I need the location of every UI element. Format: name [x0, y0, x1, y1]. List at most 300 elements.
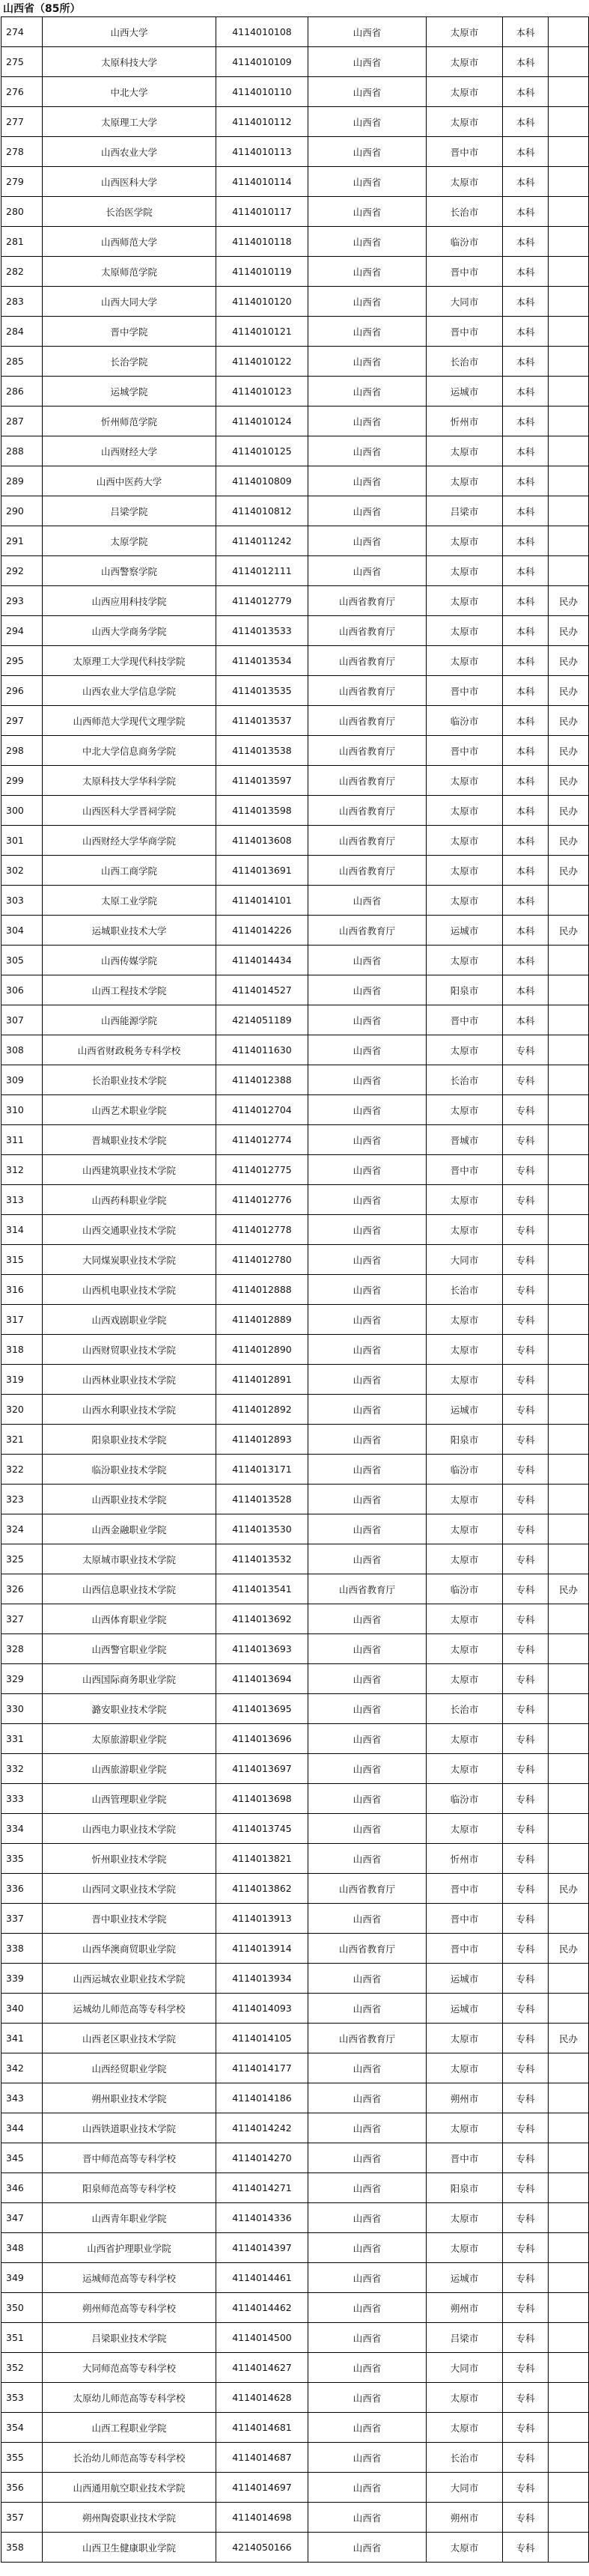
cell-authority: 山西省 [308, 1485, 427, 1514]
cell-school-name: 山西药科职业学院 [43, 1185, 216, 1215]
cell-school-name: 山西林业职业技术学院 [43, 1365, 216, 1395]
cell-city: 长治市 [427, 197, 503, 227]
cell-school-code: 4114010113 [216, 137, 308, 167]
cell-school-name: 山西国际商务职业学院 [43, 1664, 216, 1694]
cell-index: 332 [1, 1754, 43, 1784]
cell-school-name: 临汾职业技术学院 [43, 1455, 216, 1485]
cell-remark: 民办 [549, 586, 589, 616]
table-row [1, 1934, 589, 1964]
cell-city: 晋中市 [427, 1155, 503, 1185]
cell-city: 晋中市 [427, 1874, 503, 1904]
cell-school-name: 山西工程技术学院 [43, 975, 216, 1005]
cell-index: 284 [1, 317, 43, 347]
cell-remark [549, 1125, 589, 1155]
cell-level: 专科 [503, 2143, 549, 2173]
cell-school-name: 山西警官职业学院 [43, 1634, 216, 1664]
table-row [1, 886, 589, 916]
table-row [1, 257, 589, 287]
cell-city: 太原市 [427, 796, 503, 826]
cell-school-name: 晋中职业技术学院 [43, 1904, 216, 1934]
cell-school-name: 运城幼儿师范高等专科学校 [43, 1994, 216, 2024]
cell-remark: 民办 [549, 676, 589, 706]
cell-school-code: 4114014434 [216, 946, 308, 975]
table-row [1, 1994, 589, 2024]
cell-index: 299 [1, 766, 43, 796]
cell-index: 297 [1, 706, 43, 736]
cell-school-name: 山西旅游职业学院 [43, 1754, 216, 1784]
table-row [1, 916, 589, 946]
cell-school-code: 4214051189 [216, 1005, 308, 1035]
cell-level: 专科 [503, 2473, 549, 2503]
cell-level: 专科 [503, 2383, 549, 2413]
cell-remark [549, 2173, 589, 2203]
table-row [1, 676, 589, 706]
table-row [1, 1455, 589, 1485]
cell-level: 专科 [503, 2323, 549, 2353]
cell-authority: 山西省 [308, 2143, 427, 2173]
cell-authority: 山西省教育厅 [308, 856, 427, 886]
cell-level: 专科 [503, 1095, 549, 1125]
table-row [1, 436, 589, 466]
cell-city: 朔州市 [427, 2083, 503, 2113]
cell-authority: 山西省 [308, 1035, 427, 1065]
cell-school-name: 山西管理职业学院 [43, 1784, 216, 1814]
cell-authority: 山西省 [308, 2293, 427, 2323]
cell-school-code: 4114010123 [216, 377, 308, 407]
cell-city: 太原市 [427, 1335, 503, 1365]
cell-level: 本科 [503, 137, 549, 167]
cell-school-code: 4114014271 [216, 2173, 308, 2203]
cell-school-code: 4114013691 [216, 856, 308, 886]
table-row [1, 2413, 589, 2443]
cell-remark: 民办 [549, 1874, 589, 1904]
cell-city: 运城市 [427, 1964, 503, 1994]
table-row [1, 2323, 589, 2353]
cell-index: 347 [1, 2203, 43, 2233]
cell-index: 304 [1, 916, 43, 946]
cell-school-name: 山西中医药大学 [43, 466, 216, 496]
cell-city: 太原市 [427, 1634, 503, 1664]
cell-city: 长治市 [427, 1694, 503, 1724]
cell-school-code: 4114014628 [216, 2383, 308, 2413]
cell-city: 阳泉市 [427, 2173, 503, 2203]
cell-remark [549, 1844, 589, 1874]
cell-school-name: 长治幼儿师范高等专科学校 [43, 2443, 216, 2473]
cell-remark [549, 436, 589, 466]
cell-city: 太原市 [427, 2413, 503, 2443]
cell-index: 336 [1, 1874, 43, 1904]
cell-index: 357 [1, 2503, 43, 2533]
cell-city: 太原市 [427, 1485, 503, 1514]
cell-school-name: 山西运城农业职业技术学院 [43, 1964, 216, 1994]
cell-index: 350 [1, 2293, 43, 2323]
table-row [1, 2083, 589, 2113]
cell-level: 专科 [503, 1245, 549, 1275]
cell-authority: 山西省教育厅 [308, 766, 427, 796]
cell-remark [549, 2263, 589, 2293]
cell-school-name: 山西水利职业技术学院 [43, 1395, 216, 1425]
cell-remark [549, 1754, 589, 1784]
cell-city: 太原市 [427, 2533, 503, 2563]
cell-authority: 山西省 [308, 2113, 427, 2143]
table-row [1, 1305, 589, 1335]
cell-remark [549, 107, 589, 137]
cell-authority: 山西省 [308, 2353, 427, 2383]
cell-remark: 民办 [549, 796, 589, 826]
cell-authority: 山西省教育厅 [308, 796, 427, 826]
cell-authority: 山西省 [308, 1155, 427, 1185]
cell-authority: 山西省 [308, 1994, 427, 2024]
cell-school-name: 太原城市职业技术学院 [43, 1544, 216, 1574]
cell-remark [549, 975, 589, 1005]
cell-remark [549, 1365, 589, 1395]
cell-level: 本科 [503, 347, 549, 377]
cell-remark [549, 407, 589, 436]
cell-level: 专科 [503, 1485, 549, 1514]
cell-remark [549, 17, 589, 47]
table-row [1, 1514, 589, 1544]
cell-authority: 山西省 [308, 975, 427, 1005]
table-row [1, 1574, 589, 1604]
cell-index: 358 [1, 2533, 43, 2563]
cell-index: 296 [1, 676, 43, 706]
cell-school-code: 4114010120 [216, 287, 308, 317]
cell-school-name: 山西通用航空职业技术学院 [43, 2473, 216, 2503]
cell-school-code: 4114014397 [216, 2233, 308, 2263]
cell-index: 333 [1, 1784, 43, 1814]
table-row [1, 766, 589, 796]
cell-city: 运城市 [427, 377, 503, 407]
cell-school-code: 4114013821 [216, 1844, 308, 1874]
cell-level: 专科 [503, 2053, 549, 2083]
cell-city: 太原市 [427, 466, 503, 496]
cell-school-code: 4114014177 [216, 2053, 308, 2083]
cell-city: 长治市 [427, 1275, 503, 1305]
cell-index: 321 [1, 1425, 43, 1455]
cell-level: 本科 [503, 796, 549, 826]
cell-school-name: 山西财经大学 [43, 436, 216, 466]
cell-remark [549, 1514, 589, 1544]
cell-school-name: 吕梁职业技术学院 [43, 2323, 216, 2353]
table-row [1, 1035, 589, 1065]
cell-school-code: 4214050166 [216, 2533, 308, 2563]
cell-index: 311 [1, 1125, 43, 1155]
cell-school-code: 4114011242 [216, 526, 308, 556]
cell-school-code: 4114012779 [216, 586, 308, 616]
cell-level: 专科 [503, 1065, 549, 1095]
table-row [1, 2293, 589, 2323]
cell-remark: 民办 [549, 616, 589, 646]
cell-remark [549, 1964, 589, 1994]
cell-school-code: 4114013696 [216, 1724, 308, 1754]
cell-school-name: 山西工商学院 [43, 856, 216, 886]
cell-authority: 山西省 [308, 1275, 427, 1305]
cell-city: 太原市 [427, 556, 503, 586]
cell-index: 275 [1, 47, 43, 77]
cell-authority: 山西省 [308, 17, 427, 47]
cell-school-name: 晋城职业技术学院 [43, 1125, 216, 1155]
cell-city: 运城市 [427, 916, 503, 946]
cell-level: 专科 [503, 1994, 549, 2024]
table-row [1, 975, 589, 1005]
cell-index: 323 [1, 1485, 43, 1514]
cell-remark [549, 1455, 589, 1485]
cell-index: 302 [1, 856, 43, 886]
cell-city: 太原市 [427, 1724, 503, 1754]
cell-level: 本科 [503, 826, 549, 856]
cell-city: 太原市 [427, 1604, 503, 1634]
cell-remark: 民办 [549, 766, 589, 796]
cell-school-code: 4114012888 [216, 1275, 308, 1305]
cell-authority: 山西省 [308, 77, 427, 107]
table-row [1, 1604, 589, 1634]
cell-school-code: 4114010114 [216, 167, 308, 197]
cell-authority: 山西省 [308, 1125, 427, 1155]
cell-school-code: 4114014105 [216, 2024, 308, 2053]
cell-school-name: 山西警察学院 [43, 556, 216, 586]
cell-remark [549, 2383, 589, 2413]
cell-school-name: 山西机电职业技术学院 [43, 1275, 216, 1305]
table-row [1, 1904, 589, 1934]
cell-school-code: 4114010124 [216, 407, 308, 436]
cell-authority: 山西省 [308, 137, 427, 167]
cell-city: 长治市 [427, 347, 503, 377]
cell-school-code: 4114012776 [216, 1185, 308, 1215]
cell-school-name: 忻州师范学院 [43, 407, 216, 436]
cell-city: 太原市 [427, 17, 503, 47]
table-row [1, 2203, 589, 2233]
cell-level: 本科 [503, 975, 549, 1005]
cell-level: 专科 [503, 1305, 549, 1335]
cell-index: 283 [1, 287, 43, 317]
cell-authority: 山西省 [308, 2263, 427, 2293]
cell-remark [549, 1784, 589, 1814]
cell-index: 331 [1, 1724, 43, 1754]
cell-level: 本科 [503, 107, 549, 137]
table-row [1, 167, 589, 197]
cell-authority: 山西省 [308, 1095, 427, 1125]
cell-index: 285 [1, 347, 43, 377]
table-row [1, 586, 589, 616]
cell-school-code: 4114013530 [216, 1514, 308, 1544]
cell-level: 本科 [503, 167, 549, 197]
cell-level: 本科 [503, 856, 549, 886]
cell-authority: 山西省教育厅 [308, 2024, 427, 2053]
table-row [1, 2383, 589, 2413]
cell-level: 专科 [503, 1185, 549, 1215]
cell-remark: 民办 [549, 646, 589, 676]
cell-school-name: 山西省财政税务专科学校 [43, 1035, 216, 1065]
cell-index: 282 [1, 257, 43, 287]
cell-school-code: 4114012774 [216, 1125, 308, 1155]
cell-school-name: 中北大学 [43, 77, 216, 107]
cell-level: 专科 [503, 2533, 549, 2563]
cell-level: 本科 [503, 197, 549, 227]
table-row [1, 2503, 589, 2533]
cell-level: 专科 [503, 1604, 549, 1634]
table-row [1, 2473, 589, 2503]
cell-city: 忻州市 [427, 1844, 503, 1874]
cell-school-code: 4114010117 [216, 197, 308, 227]
cell-level: 专科 [503, 1395, 549, 1425]
cell-index: 351 [1, 2323, 43, 2353]
cell-authority: 山西省 [308, 556, 427, 586]
cell-school-name: 阳泉师范高等专科学校 [43, 2173, 216, 2203]
table-row [1, 1724, 589, 1754]
cell-city: 太原市 [427, 1035, 503, 1065]
cell-remark [549, 257, 589, 287]
table-row [1, 796, 589, 826]
cell-remark [549, 556, 589, 586]
cell-school-code: 4114011630 [216, 1035, 308, 1065]
cell-school-code: 4114014687 [216, 2443, 308, 2473]
cell-authority: 山西省 [308, 1964, 427, 1994]
cell-remark [549, 2293, 589, 2323]
cell-level: 专科 [503, 1874, 549, 1904]
cell-school-code: 4114013914 [216, 1934, 308, 1964]
table-row [1, 1215, 589, 1245]
cell-remark [549, 1634, 589, 1664]
cell-index: 309 [1, 1065, 43, 1095]
cell-remark: 民办 [549, 736, 589, 766]
cell-city: 运城市 [427, 1395, 503, 1425]
cell-school-code: 4114013913 [216, 1904, 308, 1934]
cell-city: 临汾市 [427, 1784, 503, 1814]
cell-city: 太原市 [427, 1664, 503, 1694]
cell-school-code: 4114010109 [216, 47, 308, 77]
cell-remark: 民办 [549, 856, 589, 886]
cell-city: 太原市 [427, 107, 503, 137]
cell-index: 315 [1, 1245, 43, 1275]
cell-index: 276 [1, 77, 43, 107]
cell-school-name: 山西师范大学 [43, 227, 216, 257]
cell-school-code: 4114014462 [216, 2293, 308, 2323]
cell-school-name: 运城职业技术大学 [43, 916, 216, 946]
cell-school-code: 4114014226 [216, 916, 308, 946]
table-row [1, 47, 589, 77]
cell-remark [549, 2053, 589, 2083]
cell-authority: 山西省 [308, 2533, 427, 2563]
cell-index: 341 [1, 2024, 43, 2053]
cell-authority: 山西省教育厅 [308, 586, 427, 616]
cell-city: 大同市 [427, 2353, 503, 2383]
cell-index: 286 [1, 377, 43, 407]
cell-index: 329 [1, 1664, 43, 1694]
cell-index: 280 [1, 197, 43, 227]
table-row [1, 1874, 589, 1904]
cell-index: 335 [1, 1844, 43, 1874]
cell-school-name: 山西体育职业学院 [43, 1604, 216, 1634]
table-row [1, 1814, 589, 1844]
cell-school-name: 山西交通职业技术学院 [43, 1215, 216, 1245]
cell-level: 专科 [503, 1125, 549, 1155]
cell-remark [549, 1485, 589, 1514]
table-row [1, 2443, 589, 2473]
cell-city: 吕梁市 [427, 496, 503, 526]
cell-index: 334 [1, 1814, 43, 1844]
cell-level: 专科 [503, 1514, 549, 1544]
cell-city: 太原市 [427, 766, 503, 796]
table-row [1, 1245, 589, 1275]
cell-school-code: 4114012892 [216, 1395, 308, 1425]
cell-level: 本科 [503, 1005, 549, 1035]
table-row [1, 1095, 589, 1125]
cell-level: 专科 [503, 2083, 549, 2113]
cell-school-code: 4114014698 [216, 2503, 308, 2533]
cell-level: 本科 [503, 586, 549, 616]
cell-school-name: 太原工业学院 [43, 886, 216, 916]
cell-city: 太原市 [427, 856, 503, 886]
cell-school-name: 山西财经大学华商学院 [43, 826, 216, 856]
cell-school-code: 4114013745 [216, 1814, 308, 1844]
cell-city: 临汾市 [427, 1574, 503, 1604]
cell-level: 专科 [503, 2413, 549, 2443]
cell-school-code: 4114014336 [216, 2203, 308, 2233]
cell-school-name: 山西华澳商贸职业学院 [43, 1934, 216, 1964]
table-row [1, 2533, 589, 2563]
cell-remark [549, 287, 589, 317]
cell-level: 本科 [503, 287, 549, 317]
table-row [1, 736, 589, 766]
cell-index: 354 [1, 2413, 43, 2443]
cell-level: 本科 [503, 317, 549, 347]
cell-level: 专科 [503, 2024, 549, 2053]
cell-city: 太原市 [427, 2053, 503, 2083]
cell-level: 专科 [503, 1934, 549, 1964]
cell-city: 运城市 [427, 2263, 503, 2293]
cell-city: 晋中市 [427, 2143, 503, 2173]
cell-level: 专科 [503, 1365, 549, 1395]
cell-authority: 山西省 [308, 1664, 427, 1694]
cell-index: 313 [1, 1185, 43, 1215]
cell-school-name: 潞安职业技术学院 [43, 1694, 216, 1724]
cell-school-code: 4114012893 [216, 1425, 308, 1455]
cell-remark [549, 1904, 589, 1934]
cell-city: 临汾市 [427, 706, 503, 736]
cell-authority: 山西省 [308, 2443, 427, 2473]
table-row [1, 2173, 589, 2203]
cell-authority: 山西省 [308, 1634, 427, 1664]
cell-level: 本科 [503, 526, 549, 556]
cell-level: 本科 [503, 77, 549, 107]
cell-city: 晋中市 [427, 137, 503, 167]
table-row [1, 706, 589, 736]
cell-remark [549, 1155, 589, 1185]
table-row [1, 1395, 589, 1425]
cell-index: 278 [1, 137, 43, 167]
cell-level: 专科 [503, 1275, 549, 1305]
cell-school-name: 山西电力职业技术学院 [43, 1814, 216, 1844]
cell-authority: 山西省 [308, 2383, 427, 2413]
cell-authority: 山西省 [308, 227, 427, 257]
cell-authority: 山西省 [308, 1215, 427, 1245]
table-row [1, 1754, 589, 1784]
cell-authority: 山西省 [308, 2473, 427, 2503]
cell-remark [549, 2203, 589, 2233]
cell-school-code: 4114014461 [216, 2263, 308, 2293]
cell-authority: 山西省 [308, 496, 427, 526]
cell-level: 专科 [503, 1694, 549, 1724]
cell-school-name: 山西医科大学晋祠学院 [43, 796, 216, 826]
cell-school-name: 山西大同大学 [43, 287, 216, 317]
cell-city: 运城市 [427, 1994, 503, 2024]
cell-index: 314 [1, 1215, 43, 1245]
table-row [1, 2113, 589, 2143]
cell-school-name: 运城师范高等专科学校 [43, 2263, 216, 2293]
cell-remark: 民办 [549, 706, 589, 736]
cell-level: 专科 [503, 1724, 549, 1754]
cell-city: 太原市 [427, 526, 503, 556]
